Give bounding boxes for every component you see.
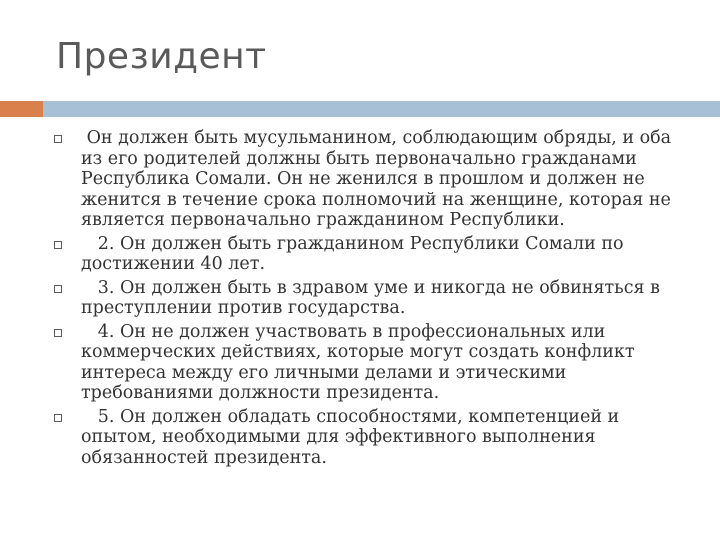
square-bullet-icon — [54, 135, 62, 143]
bullet-text: Он должен быть мусульманином, соблюдающим обряды, и оба из его родителей должны быть первоначально гражданами Республика Сомали. Он не женился в прошлом и должен не женится в течение срока полномочий на женщине, которая не является первоначально гражданином Республики. — [81, 128, 677, 230]
bullet-text: 4. Он не должен участвовать в профессиональных или коммерческих действиях, которые могут создать конфликт интереса между его личными делами и этическими требованиями должности президента. — [81, 321, 641, 403]
list-item — [54, 128, 694, 231]
bullet-list — [54, 128, 694, 471]
bullet-text: 5. Он должен обладать способностями, компетенцией и опытом, необходимыми для эффективного выполнения обязанностей президента. — [81, 406, 625, 468]
list-item — [54, 234, 694, 275]
accent-bar-blue — [43, 101, 720, 117]
bullet-text: 3. Он должен быть в здравом уме и никогда не обвиняться в преступлении против государства. — [81, 277, 666, 318]
accent-bar-orange — [0, 101, 43, 117]
list-item — [54, 278, 694, 319]
square-bullet-icon — [54, 329, 62, 337]
bullet-text: 2. Он должен быть гражданином Республики Сомали по достижении 40 лет. — [81, 233, 630, 274]
list-item — [54, 322, 694, 404]
square-bullet-icon — [54, 285, 62, 293]
square-bullet-icon — [54, 414, 62, 422]
slide-title: Президент — [56, 36, 267, 77]
square-bullet-icon — [54, 241, 62, 249]
list-item — [54, 407, 694, 469]
